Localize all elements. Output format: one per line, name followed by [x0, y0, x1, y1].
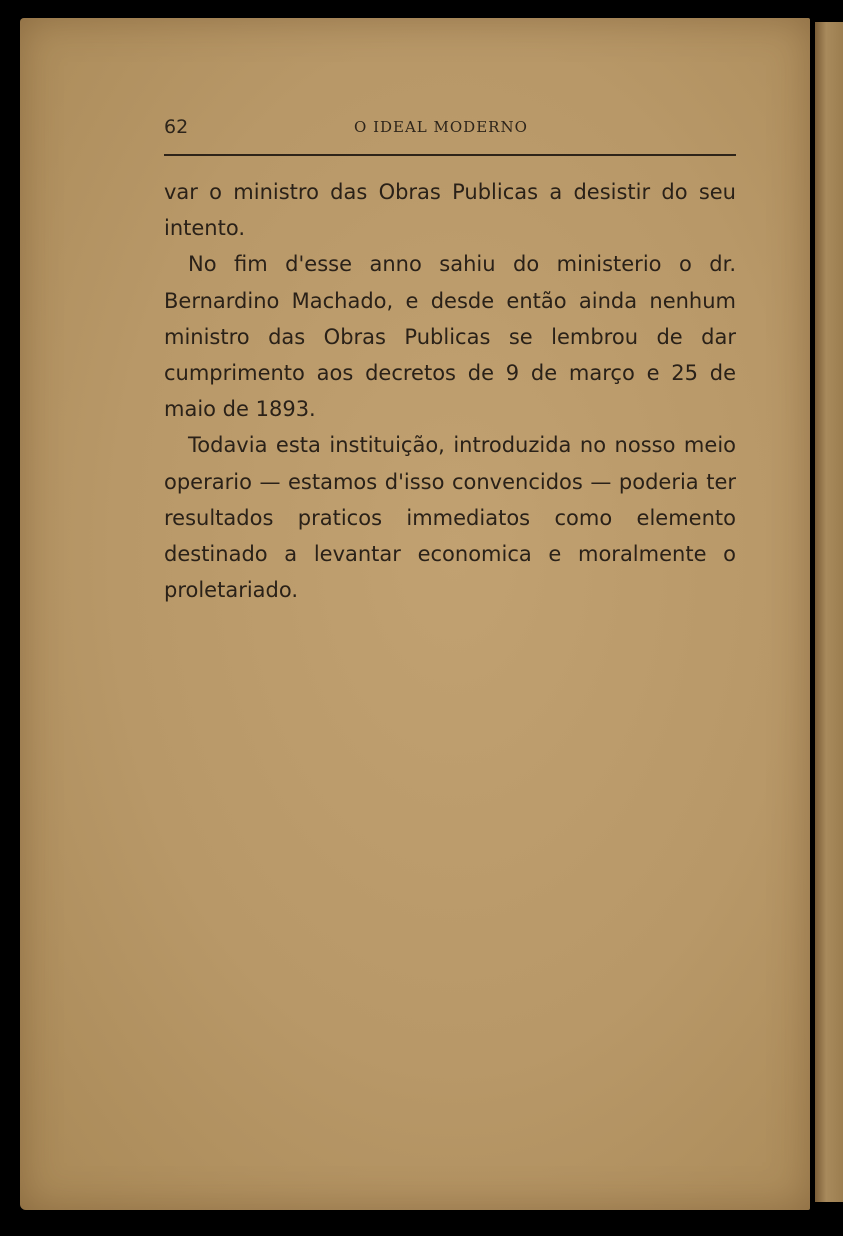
running-title: O IDEAL MODERNO — [354, 118, 528, 136]
page-header — [164, 116, 736, 146]
paragraph: No fim d'esse anno sahiu do ministerio o dr. Bernardino Machado, e desde então ainda nenhum ministro das Obras Publicas se lembrou de dar cumprimento aos decretos de 9 de março e 25 de maio de 1893. — [164, 252, 736, 422]
body-text — [164, 174, 736, 608]
page-number: 62 — [164, 116, 189, 138]
paragraph-continuation: var o ministro das Obras Publicas a desistir do seu intento. — [164, 180, 736, 241]
header-rule — [164, 154, 736, 156]
adjacent-page-edge — [815, 22, 843, 1202]
paragraph: Todavia esta instituição, introduzida no nosso meio operario — estamos d'isso convencidos — poderia ter resultados praticos immediatos como elemento destinado a levantar economica e moralmente o proletariado. — [164, 433, 736, 603]
